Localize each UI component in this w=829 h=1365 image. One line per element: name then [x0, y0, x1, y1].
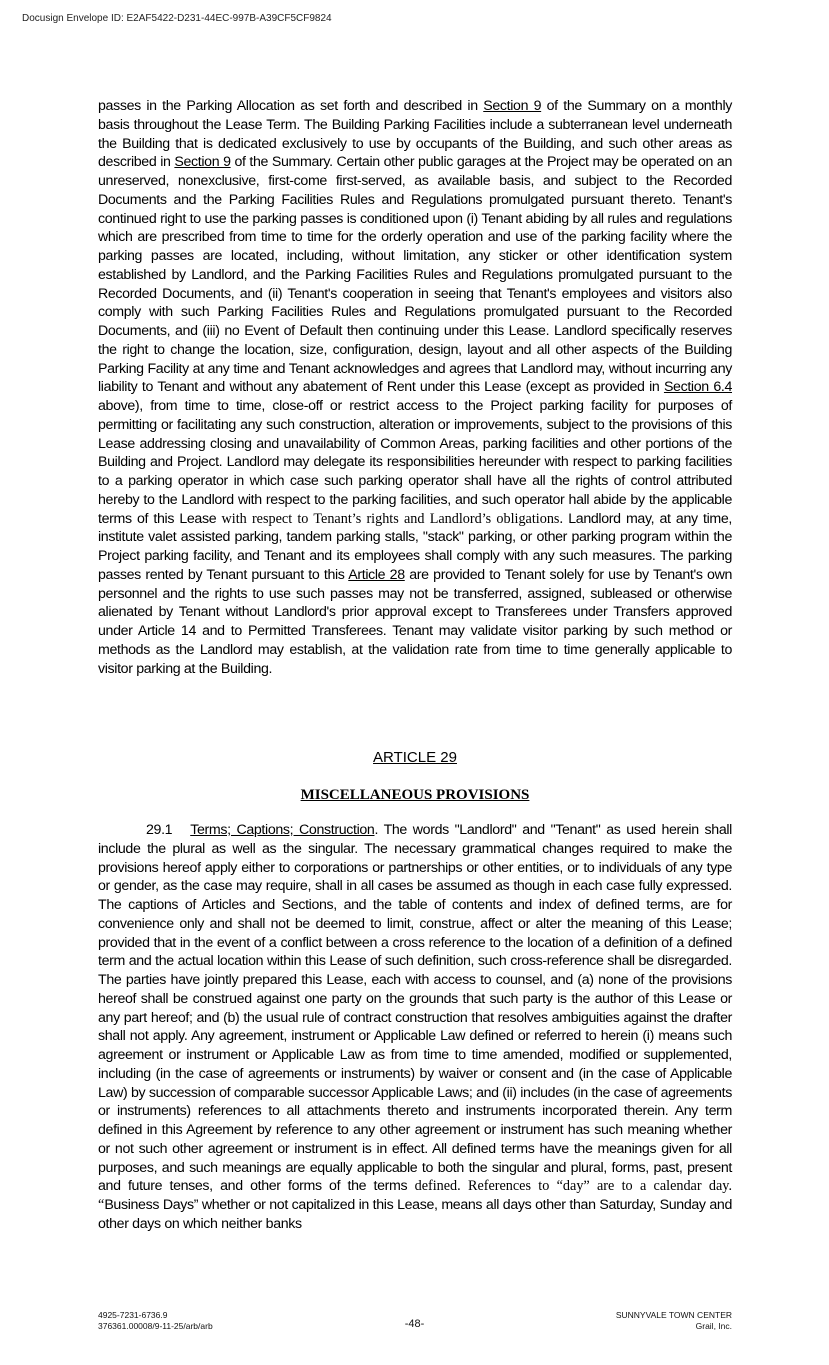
section-heading: Terms; Captions; Construction [190, 822, 375, 838]
text-segment: of the Summary. Certain other public garages at the Project may be operated on an unreserved, nonexclusive, first-come first-served, as available basis, and subject to the Recorded Documents and the Parking Facilities Rules and Regulations promulgated pursuant thereto. Tenant's continued right to use the parking passes is conditioned upon (i) Tenant abiding by all rules and regulations which are prescribed from time to time for the orderly operation and use of the parking facility where the parking passes are located, including, without limitation, any sticker or other identification system established by Landlord, and the Parking Facilities Rules and Regulations promulgated pursuant to the Recorded Documents, and (ii) Tenant's cooperation in seeing that Tenant's employees and visitors also comply with such Parking Facilities Rules and Regulations promulgated pursuant to the Recorded Documents, and (iii) no Event of Default then continuing under this Lease. Landlord specifically reserves the right to change the location, size, configuration, design, layout and all other aspects of the Building Parking Facility at any time and Tenant acknowledges and agrees that Landlord may, without incurring any liability to Tenant and without any abatement of Rent under this Lease (except as provided in [98, 154, 732, 396]
text-segment: are provided to Tenant solely for use by Tenant's own personnel and the rights to use such passes may not be transferred, assigned, subleased or otherwise alienated by Tenant without Landlord's prior approval except to Transferees under Transfers approved under Article 14 and to Permitted Transferees. Tenant may validate visitor parking by such method or methods as the Landlord may establish, at the validation rate from time to time generally applicable to visitor parking at the Building. [98, 566, 733, 677]
text-segment: Business Days” whether or not capitalized in this Lease, means all days other than Saturday, Sunday and other days on which neither banks [98, 1197, 732, 1232]
section-9-reference: Section 9 [483, 98, 542, 114]
footer-right [616, 1310, 732, 1331]
text-segment: Landlord may, at any time, institute valet assisted parking, tandem parking stalls, "stack" parking, or other parking program within the Project parking facility, and Tenant and its employees shall comply with any such measures. The parking passes rented by Tenant pursuant to this [98, 510, 733, 583]
file-reference: 376361.00008/9-11-25/arb/arb [98, 1320, 213, 1331]
text-segment: of the Summary on a monthly basis throughout the Lease Term. The Building Parking Facilities include a subterranean level underneath the Building that is dedicated exclusively to use by occupants of the Building, and such other areas as described in [98, 98, 732, 171]
section-number: 29.1 [146, 822, 173, 838]
text-segment: . The words "Landlord" and "Tenant" as used herein shall include the plural as well as the singular. The necessary grammatical changes required to make the provisions hereof apply either to corporations or partnerships or other entities, or to individuals of any type or gender, as the case may require, shall in all cases be assumed as though in each case fully expressed. The captions of Articles and Sections, and the table of contents and index of defined terms, are for convenience only and shall not be deemed to limit, construe, affect or alter the meaning of this Lease; provided that in the event of a conflict between a cross reference to the location of a definition of a defined term and the actual location within this Lease of such definition, such cross-reference shall be disregarded. The parties have jointly prepared this Lease, each with access to counsel, and (a) none of the provisions hereof shall be construed against one party on the grounds that such party is the author of this Lease or any part hereof; and (b) the usual rule of contract construction that resolves ambiguities against the drafter shall not apply. Any agreement, instrument or Applicable Law defined or referred to herein (i) means such agreement or instrument or Applicable Law as from time to time amended, modified or supplemented, including (in the case of agreements or instruments) by waiver or consent and (in the case of Applicable Law) by succession of comparable successor Applicable Laws; and (ii) includes (in the case of agreements or instruments) references to all attachments thereto and instruments incorporated therein. Any term defined in this Agreement by reference to any other agreement or instrument has such meaning whether or not such other agreement or instrument is in effect. All defined terms have the meanings given for all purposes, and such meanings are equally applicable to both the singular and plural, forms, past, present and future tenses, and other forms of the terms [98, 822, 732, 1195]
section-6-4-reference: Section 6.4 [663, 379, 732, 396]
section-9-reference: Section 9 [174, 154, 231, 171]
article-number: ARTICLE 29 [373, 749, 457, 766]
article-title: MISCELLANEOUS PROVISIONS [300, 787, 530, 803]
tenant-name: Grail, Inc. [695, 1320, 732, 1331]
text-segment: with respect to Tenant’s rights and Landlord’s obligations. [221, 510, 563, 527]
parking-paragraph [98, 97, 732, 678]
article-28-reference: Article 28 [348, 566, 405, 583]
text-segment: above), from time to time, close-off or restrict access to the Project parking facility for purposes of permitting or facilitating any such construction, alteration or improvements, subject to the provisions of this Lease addressing closing and unavailability of Common Areas, parking facilities and other portions of the Building and Project. Landlord may delegate its responsibilities hereunder with respect to parking facilities to a parking operator in which case such parking operator shall have all the rights of control attributed hereby to the Landlord with respect to the parking facilities, and such operator hall abide by the applicable terms of this Lease [98, 398, 732, 527]
text-segment: passes in the Parking Allocation as set forth and described in [98, 98, 484, 114]
docusign-envelope-id: Docusign Envelope ID: E2AF5422-D231-44EC-997B-A39CF5CF9824 [22, 13, 332, 24]
property-name: SUNNYVALE TOWN CENTER [615, 1310, 732, 1320]
section-29-1-paragraph [98, 821, 732, 1234]
text-segment: defined. References to “day” are to a calendar day. “ [98, 1178, 732, 1213]
page-number: -48- [404, 1318, 425, 1330]
doc-number: 4925-7231-6736.9 [98, 1310, 168, 1320]
